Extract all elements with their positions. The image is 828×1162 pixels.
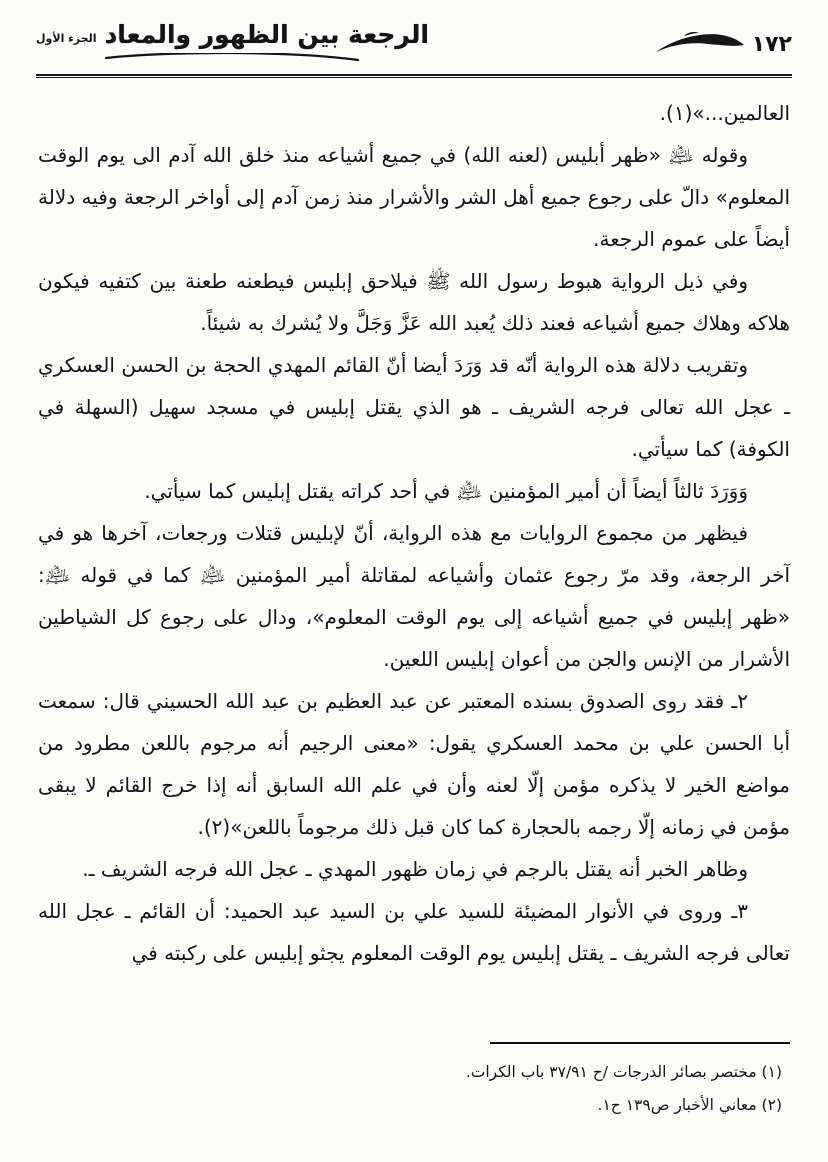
title-swash-icon xyxy=(102,47,362,66)
title-row xyxy=(36,20,429,49)
body-paragraph: ٣ـ وروى في الأنوار المضيئة للسيد علي بن السيد عبد الحميد: أن القائم ـ عجل الله تعالى فرجه الشريف ـ يقتل إبليس يوم الوقت المعلوم يجثو إبليس على ركبته في xyxy=(38,899,790,965)
footnote-divider xyxy=(490,1042,790,1044)
body-paragraph: ٢ـ فقد روى الصدوق بسنده المعتبر عن عبد العظيم بن عبد الله الحسيني قال: سمعت أبا الحسن علي بن محمد العسكري يقول: «معنى الرجيم أنه مرجوم باللعن مطرود من مواضع الخير لا يذكره مؤمن إلّا لعنه وأن في علم الله السابق أنه إذا خرج القائم لا يبقى مؤمن في زمانه إلّا رجمه بالحجارة كما كان قبل ذلك مرجوماً باللعن»(٢). xyxy=(38,689,790,839)
flourish-ornament-icon xyxy=(654,30,746,58)
page-number: ١٧٢ xyxy=(751,31,792,57)
footnote-2: (٢) معاني الأخبار ص١٣٩ ح١. xyxy=(597,1096,782,1114)
body-paragraph: وتقريب دلالة هذه الرواية أنّه قد وَرَدَ أيضا أنّ القائم المهدي الحجة بن الحسن العسكري ـ عجل الله تعالى فرجه الشريف ـ هو الذي يقتل إبليس في مسجد سهيل (السهلة في الكوفة) كما سيأتي. xyxy=(38,353,790,461)
volume-label: الجزء الأول xyxy=(36,32,97,45)
body-paragraph: العالمين...»(١). xyxy=(659,101,790,125)
body-paragraph: فيظهر من مجموع الروايات مع هذه الرواية، أنّ لإبليس قتلات ورجعات، آخرها هو في آخر الرجعة، وقد مرّ رجوع عثمان وأشياعه لمقاتلة أمير المؤمنين ﵇ كما في قوله ﵇: «ظهر إبليس في جميع أشياعه إلى يوم الوقت المعلوم»، ودال على رجوع كل الشياطين الأشرار من الإنس والجن من أعوان إبليس اللعين. xyxy=(38,521,790,671)
page-number-cluster xyxy=(654,30,792,58)
body-paragraph: وظاهر الخبر أنه يقتل بالرجم في زمان ظهور المهدي ـ عجل الله فرجه الشريف ـ. xyxy=(82,857,748,881)
page-body xyxy=(38,92,790,974)
header-divider xyxy=(36,74,792,78)
book-title: الرجعة بين الظهور والمعاد xyxy=(104,20,429,49)
footnotes-section xyxy=(38,1042,790,1122)
body-paragraph: وفي ذيل الرواية هبوط رسول الله ﷺ فيلاحق إبليس فيطعنه طعنة بين كتفيه فيكون هلاكه وهلاك جميع أشياعه فعند ذلك يُعبد الله عَزَّ وَجَلَّ ولا يُشرك به شيئاً. xyxy=(38,269,790,335)
body-paragraph: وَوَرَدَ ثالثاً أيضاً أن أمير المؤمنين ﵇ في أحد كراته يقتل إبليس كما سيأتي. xyxy=(144,479,748,503)
body-paragraph: وقوله ﵇ «ظهر أبليس (لعنه الله) في جميع أشياعه منذ خلق الله آدم الى يوم الوقت المعلوم» دالّ على رجوع جميع أهل الشر والأشرار منذ زمن آدم إلى أواخر الرجعة وفيه دلالة أيضاً على عموم الرجعة. xyxy=(38,143,790,251)
footnote-1: (١) مختصر بصائر الدرجات /ح ٣٧/٩١ باب الكرات. xyxy=(465,1063,782,1081)
page-header xyxy=(36,20,792,68)
header-calligraphy xyxy=(36,20,429,68)
